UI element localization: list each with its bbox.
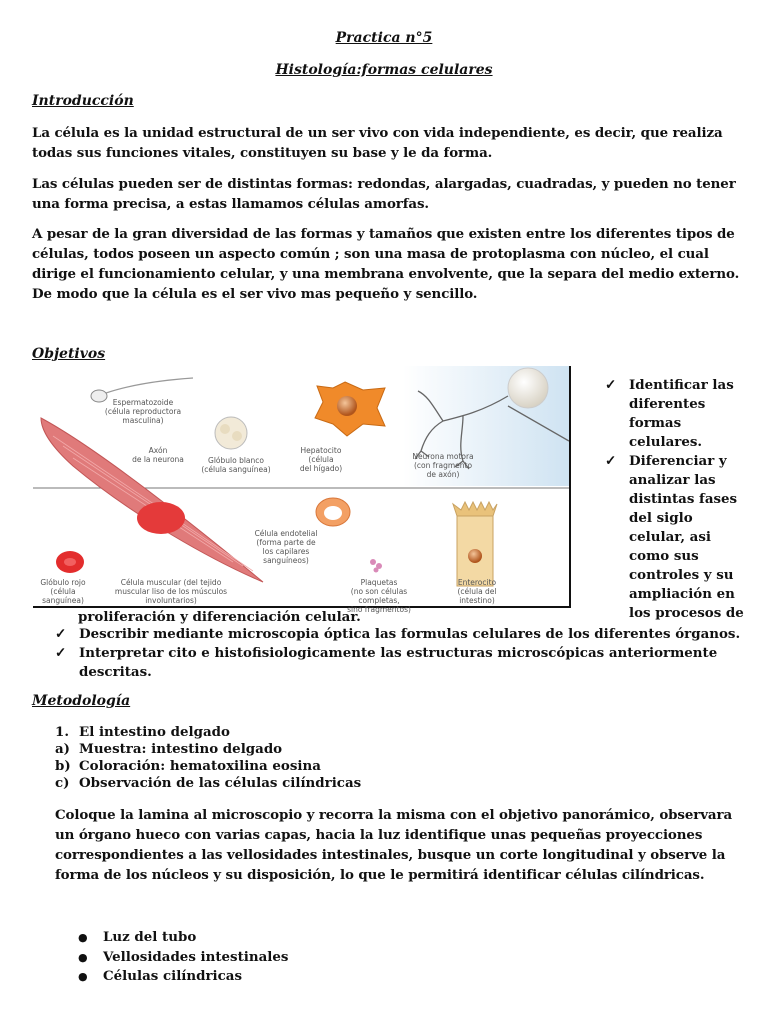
intro-paragraph-1: La célula es la unidad estructural de un ser vivo con vida independiente, es decir, que realiza todas sus funciones vitales, constituyen su base y le da forma. xyxy=(32,125,723,161)
label-axon: Axón de la neurona xyxy=(132,446,184,464)
label-endothelial-cell: Célula endotelial (forma parte de los capilares sanguíneos) xyxy=(254,529,318,565)
method-list xyxy=(55,724,361,792)
checkmark-icon: ✓ xyxy=(605,453,617,469)
page-subtitle: Histología:formas celulares xyxy=(275,62,493,78)
list-item: ● Vellosidades intestinales xyxy=(78,948,288,968)
list-item: ● Luz del tubo xyxy=(78,928,288,948)
checkmark-icon: ✓ xyxy=(605,377,617,393)
method-paragraph: Coloque la lamina al microscopio y recorra la misma con el objetivo panorámico, observara un órgano hueco con varias capas, hacia la luz identifique unas pequeñas proyecciones correspondientes a las vellosidades intestinales, busque un corte longitudinal y observe la forma de los núcleos y su disposición, lo que le permitirá identificar células cilíndricas. xyxy=(55,807,733,883)
bullet-icon: ● xyxy=(78,931,88,944)
objective-wrap-text: proliferación y diferenciación celular. xyxy=(78,609,361,625)
label-red-blood-cell: Glóbulo rojo (célula sanguínea) xyxy=(40,578,86,605)
checkmark-icon: ✓ xyxy=(55,626,67,642)
intro-paragraph-2: Las células pueden ser de distintas formas: redondas, alargadas, cuadradas, y pueden no tener una forma precisa, a estas llamamos células amorfas. xyxy=(32,176,736,212)
list-item: 1. El intestino delgado xyxy=(55,724,230,740)
bullet-icon: ● xyxy=(78,970,88,983)
page-title: Practica n°5 xyxy=(335,30,433,46)
bullet-list xyxy=(78,928,288,987)
label-platelets: Plaquetas (no son células completas, sino fragmentos) xyxy=(347,578,411,614)
list-item: ✓ Describir mediante microscopia óptica las formulas celulares de los diferentes órganos. xyxy=(55,626,741,642)
label-white-blood-cell: Glóbulo blanco (célula sanguínea) xyxy=(201,456,271,474)
checkmark-icon: ✓ xyxy=(55,645,67,661)
label-sperm: Espermatozoide (célula reproductora masculina) xyxy=(104,398,182,425)
objectives-side-list xyxy=(605,376,745,623)
bullet-icon: ● xyxy=(78,950,88,964)
label-muscle-cell: Célula muscular (del tejido muscular liso de los músculos involuntarios) xyxy=(114,578,228,605)
list-item: ✓ Identificar las diferentes formas celulares. xyxy=(605,377,734,450)
label-motor-neuron: Neurona motora (con fragmento de axón) xyxy=(412,452,474,479)
list-item: b) Coloración: hematoxilina eosina xyxy=(55,758,321,774)
label-enterocyte: Enterocito (célula del intestino) xyxy=(457,578,497,605)
list-item: ✓ Interpretar cito e histofisiologicamente las estructuras microscópicas anteriormente descritas. xyxy=(55,645,718,680)
method-heading: Metodología xyxy=(32,693,131,709)
list-item: ✓ Diferenciar y analizar las distintas fases del siglo celular, asi como sus controles y su ampliación en los procesos de xyxy=(605,453,744,621)
objectives-full-list xyxy=(55,625,755,682)
list-item: ● Células cilíndricas xyxy=(78,967,288,987)
intro-paragraph-3: A pesar de la gran diversidad de las formas y tamaños que existen entre los diferentes tipos de células, todos poseen un aspecto común ; son una masa de protoplasma con núcleo, el cual dirige el funcionamiento celular, y una membrana envolvente, que la separa del medio externo. De modo que la célula es el ser vivo mas pequeño y sencillo. xyxy=(32,226,740,302)
intro-heading: Introducción xyxy=(32,93,134,109)
cell-shapes-figure xyxy=(33,366,571,614)
objectives-heading: Objetivos xyxy=(32,346,106,362)
list-item: a) Muestra: intestino delgado xyxy=(55,741,283,757)
label-hepatocyte: Hepatocito (célula del hígado) xyxy=(299,446,343,473)
list-item: c) Observación de las células cilíndricas xyxy=(55,775,362,791)
